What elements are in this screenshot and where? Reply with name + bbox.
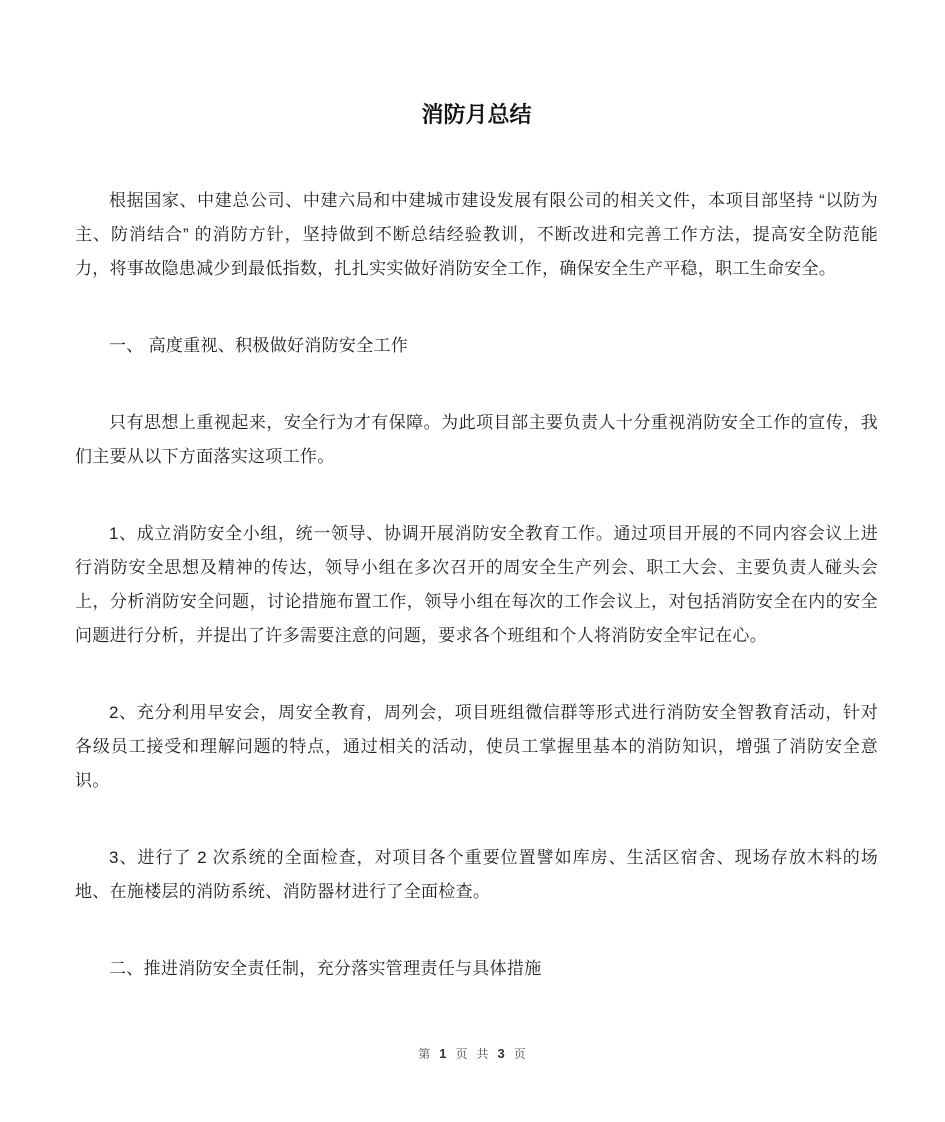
page-footer — [0, 1045, 945, 1062]
paragraph: 2、充分利用早安会，周安全教育，周列会，项目班组微信群等形式进行消防安全智教育活动，针对各级员工接受和理解问题的特点，通过相关的活动，使员工掌握里基本的消防知识，增强了消防安全意识。 — [75, 703, 878, 790]
footer-label-ye1: 页 — [455, 1047, 469, 1061]
footer-total-pages: 3 — [497, 1046, 506, 1061]
footer-current-page: 1 — [439, 1046, 448, 1061]
section-heading: 一、 高度重视、积极做好消防安全工作 — [109, 336, 409, 355]
paragraph: 只有思想上重视起来，安全行为才有保障。为此项目部主要负责人十分重视消防安全工作的宣传，我们主要从以下方面落实这项工作。 — [75, 413, 878, 466]
document-title: 消防月总结 — [421, 102, 532, 127]
document-body — [75, 184, 878, 986]
footer-label-gong: 共 — [476, 1047, 490, 1061]
paragraph: 1、成立消防安全小组，统一领导、协调开展消防安全教育工作。通过项目开展的不同内容会议上进行消防安全思想及精神的传达，领导小组在多次召开的周安全生产列会、职工大会、主要负责人碰头会上，分析消防安全问题，讨论措施布置工作，领导小组在每次的工作会议上，对包括消防安全在内的安全问题进行分析，并提出了许多需要注意的问题，要求各个班组和个人将消防安全牢记在心。 — [75, 524, 878, 645]
paragraph: 根据国家、中建总公司、中建六局和中建城市建设发展有限公司的相关文件，本项目部坚持 “以防为主、防消结合” 的消防方针，坚持做到不断总结经验教训，不断改进和完善工作方法，提高安全防范能力，将事故隐患减少到最低指数，扎扎实实做好消防安全工作，确保安全生产平稳，职工生命安全。 — [75, 191, 878, 278]
section-heading: 二、推进消防安全责任制，充分落实管理责任与具体措施 — [109, 959, 542, 978]
footer-label-di: 第 — [418, 1047, 432, 1061]
paragraph: 3、进行了 2 次系统的全面检查，对项目各个重要位置譬如库房、生活区宿舍、现场存放木料的场地、在施楼层的消防系统、消防器材进行了全面检查。 — [75, 848, 878, 901]
footer-label-ye2: 页 — [513, 1047, 527, 1061]
